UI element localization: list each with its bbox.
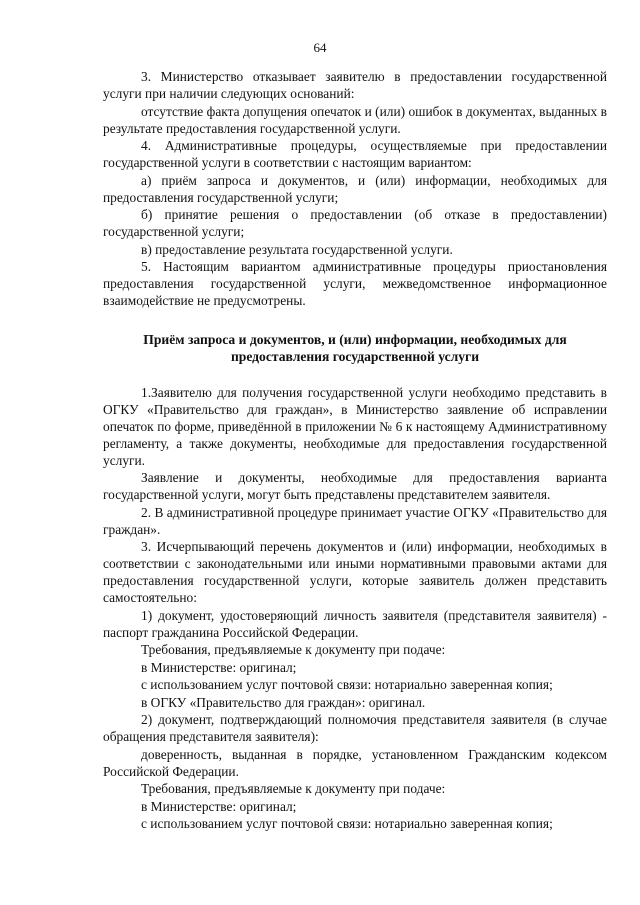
paragraph: а) приём запроса и документов, и (или) информации, необходимых для предоставления государственной услуги; — [103, 172, 607, 205]
paragraph: 3. Исчерпывающий перечень документов и (или) информации, необходимых в соответствии с законодательными или иными нормативными правовыми актами для предоставления государственной услуги, которые заявитель должен представить самостоятельно: — [103, 539, 607, 605]
paragraph: 2. В административной процедуре принимает участие ОГКУ «Правительство для граждан». — [103, 504, 607, 537]
section-heading: Приём запроса и документов, и (или) информации, необходимых для предоставления государственной услуги — [143, 331, 567, 364]
paragraph: Заявление и документы, необходимые для предоставления варианта государственной услуги, могут быть представлены представителем заявителя. — [103, 470, 607, 502]
paragraph: 4. Административные процедуры, осуществляемые при предоставлении государственной услуги в соответствии с настоящим вариантом: — [103, 138, 607, 170]
page-number: 64 — [313, 40, 327, 55]
paragraph: в Министерстве: оригинал; — [141, 659, 297, 675]
paragraph: б) принятие решения о предоставлении (об отказе в предоставлении) государственной услуги; — [103, 207, 607, 239]
paragraph: 2) документ, подтверждающий полномочия представителя заявителя (в случае обращения представителя заявителя): — [103, 712, 607, 744]
paragraph: Требования, предъявляемые к документу при подаче: — [141, 642, 446, 657]
paragraph: доверенность, выданная в порядке, установленном Гражданским кодексом Российской Федерации. — [103, 746, 607, 779]
paragraph: Требования, предъявляемые к документу при подаче: — [141, 781, 446, 796]
paragraph: с использованием услуг почтовой связи: нотариально заверенная копия; — [141, 816, 553, 831]
paragraph: с использованием услуг почтовой связи: нотариально заверенная копия; — [141, 677, 553, 692]
paragraph: в ОГКУ «Правительство для граждан»: оригинал. — [141, 694, 426, 710]
paragraph: 1) документ, удостоверяющий личность заявителя (представителя заявителя) - паспорт гражданина Российской Федерации. — [103, 607, 607, 640]
document-body — [103, 68, 607, 833]
paragraph: отсутствие факта допущения опечаток и (или) ошибок в документах, выданных в результате предоставления государственной услуги. — [103, 103, 607, 136]
paragraph: 5. Настоящим вариантом административные процедуры приостановления предоставления государственной услуги, межведомственное информационное взаимодействие не предусмотрены. — [103, 259, 607, 308]
paragraph: в Министерстве: оригинал; — [141, 798, 297, 814]
paragraph: в) предоставление результата государственной услуги. — [141, 241, 453, 257]
paragraph: 3. Министерство отказывает заявителю в предоставлении государственной услуги при наличии следующих оснований: — [103, 69, 607, 101]
paragraph: 1.Заявителю для получения государственной услуги необходимо представить в ОГКУ «Правительство для граждан», в Министерство заявление об исправлении опечаток по форме, приведённой в приложении № 6 к настоящему Административному регламенту, а также документы, необходимые для предоставления государственной услуги. — [103, 384, 607, 468]
